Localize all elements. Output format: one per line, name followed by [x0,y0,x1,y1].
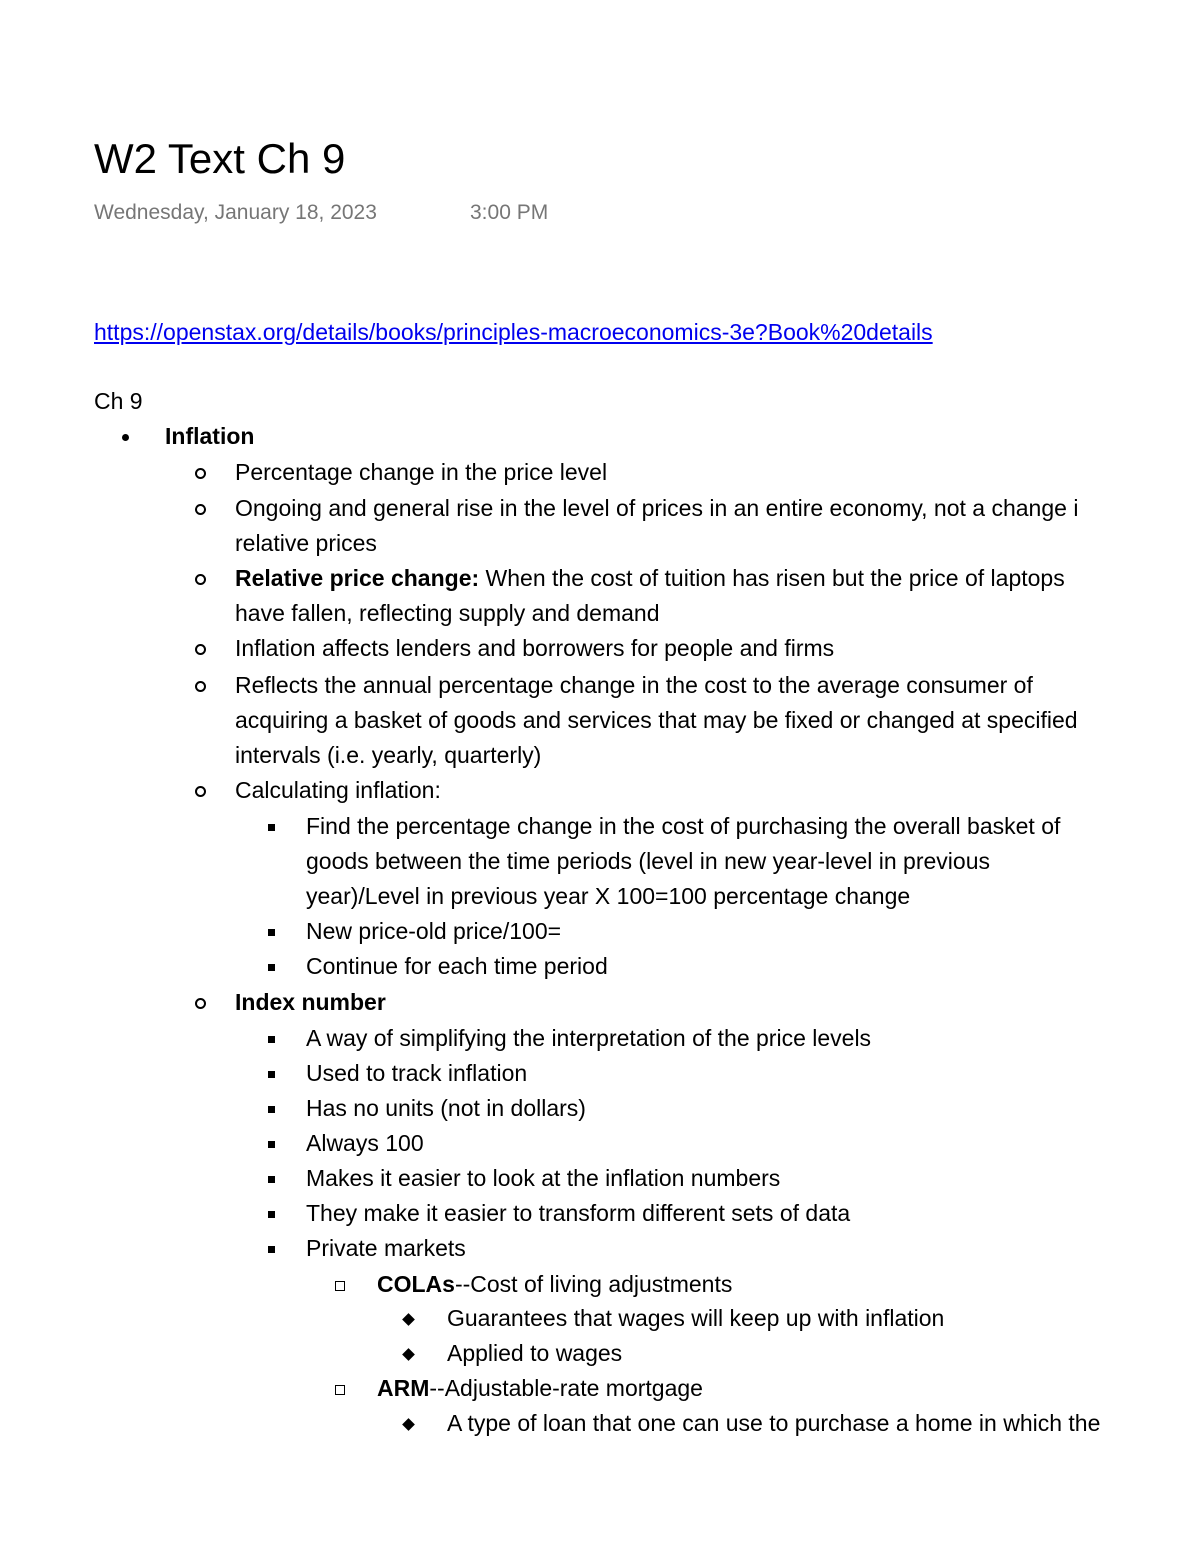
bullet-square-icon [261,1056,281,1091]
bullet-dot-icon [115,419,135,454]
bullet-diamond-icon [398,1301,418,1336]
bullet-square-icon [261,1091,281,1126]
list-item: Applied to wages [447,1340,623,1366]
definition-text: --Adjustable-rate mortgage [429,1375,703,1401]
bullet-square-icon [261,1161,281,1196]
list-item-index-number: Index number [235,989,386,1015]
list-item: Has no units (not in dollars) [306,1095,586,1121]
list-item [235,561,1065,596]
list-item-continuation: intervals (i.e. yearly, quarterly) [235,742,542,768]
list-item: They make it easier to transform different sets of data [306,1200,851,1226]
bullet-square-icon [261,1126,281,1161]
list-item [377,1267,732,1302]
bullet-circle-icon [190,773,210,808]
bullet-hollow-square-icon [330,1371,350,1406]
openstax-link[interactable]: https://openstax.org/details/books/principles-macroeconomics-3e?Book%20details [94,319,933,345]
bullet-circle-icon [190,631,210,666]
bullet-diamond-icon [398,1336,418,1371]
bullet-square-icon [261,1021,281,1056]
term-colas: COLAs [377,1271,455,1297]
list-item: A way of simplifying the interpretation of the price levels [306,1025,872,1051]
list-item: Reflects the annual percentage change in the cost to the average consumer of [235,672,1033,698]
list-item: Inflation affects lenders and borrowers for people and firms [235,635,835,661]
definition-text: --Cost of living adjustments [454,1271,733,1297]
list-item: Continue for each time period [306,953,608,979]
bullet-circle-icon [190,561,210,596]
bullet-square-icon [261,949,281,984]
list-item [377,1371,703,1406]
list-item: Guarantees that wages will keep up with inflation [447,1305,945,1331]
list-item-continuation: relative prices [235,530,377,556]
list-item-continuation: have fallen, reflecting supply and demand [235,600,660,626]
list-item: Makes it easier to look at the inflation numbers [306,1165,781,1191]
bullet-square-icon [261,1231,281,1266]
page-title: W2 Text Ch 9 [94,135,346,182]
list-item: Calculating inflation: [235,777,441,803]
list-item: Private markets [306,1235,466,1261]
page-time: 3:00 PM [470,201,549,224]
list-item: A type of loan that one can use to purchase a home in which the [447,1410,1101,1436]
list-item: New price-old price/100= [306,918,562,944]
bullet-square-icon [261,1196,281,1231]
term-arm: ARM [377,1375,430,1401]
page-date: Wednesday, January 18, 2023 [94,201,377,224]
list-item: Used to track inflation [306,1060,528,1086]
bullet-square-icon [261,809,281,844]
list-item: Ongoing and general rise in the level of prices in an entire economy, not a change i [235,495,1079,521]
bullet-circle-icon [190,455,210,490]
bullet-circle-icon [190,985,210,1020]
bullet-circle-icon [190,668,210,703]
term-relative-price-change: Relative price change: [235,565,480,591]
definition-text: When the cost of tuition has risen but the price of laptops [479,565,1065,591]
chapter-label: Ch 9 [94,388,143,414]
list-item-continuation: year)/Level in previous year X 100=100 percentage change [306,883,911,909]
bullet-diamond-icon [398,1406,418,1441]
list-item: Percentage change in the price level [235,459,608,485]
bullet-square-icon [261,914,281,949]
bullet-hollow-square-icon [330,1267,350,1302]
bullet-circle-icon [190,491,210,526]
list-item-continuation: acquiring a basket of goods and services that may be fixed or changed at specified [235,707,1078,733]
list-item-continuation: goods between the time periods (level in new year-level in previous [306,848,990,874]
list-item-inflation: Inflation [165,423,255,449]
list-item: Find the percentage change in the cost of purchasing the overall basket of [306,813,1061,839]
list-item: Always 100 [306,1130,424,1156]
